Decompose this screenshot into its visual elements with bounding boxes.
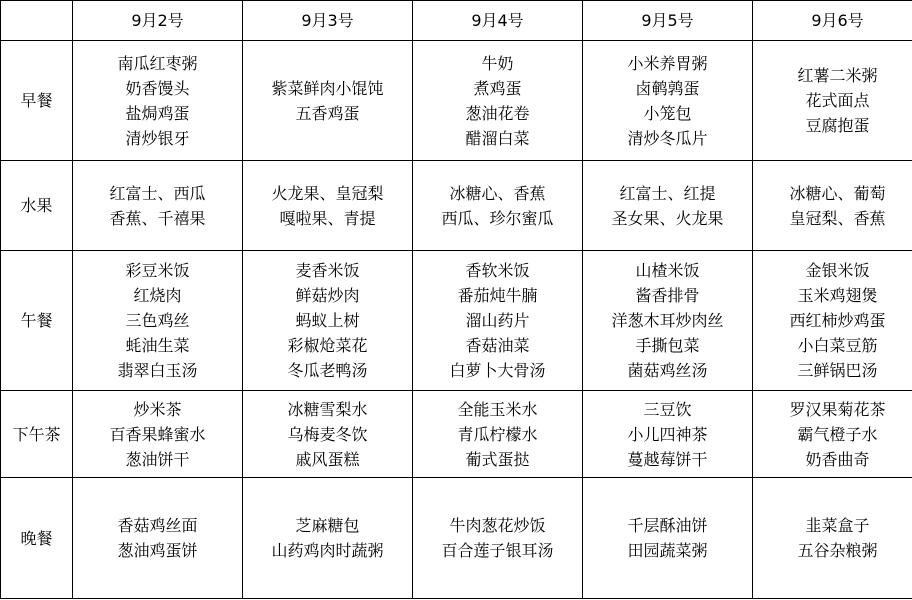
dish-item: 西瓜、珍尔蜜瓜 bbox=[441, 208, 554, 228]
menu-cell bbox=[73, 478, 243, 599]
dish-item: 奶香馒头 bbox=[125, 78, 190, 98]
dish-item: 红富士、西瓜 bbox=[109, 183, 206, 203]
dish-item: 番茄炖牛腩 bbox=[457, 286, 538, 305]
dish-item: 紫菜鲜肉小馄饨 bbox=[271, 78, 384, 98]
menu-cell bbox=[73, 161, 243, 251]
dish-item: 三鲜锅巴汤 bbox=[797, 361, 878, 380]
meal-label-fruit: 水果 bbox=[1, 161, 73, 251]
dish-item: 香菇鸡丝面 bbox=[117, 516, 198, 535]
meal-row-dinner bbox=[1, 478, 912, 599]
dish-item: 手撕包菜 bbox=[635, 336, 700, 355]
menu-cell bbox=[583, 391, 753, 478]
dish-item: 冰糖雪梨水 bbox=[287, 399, 368, 419]
menu-cell bbox=[413, 251, 583, 391]
dish-item: 罗汉果菊花茶 bbox=[789, 399, 886, 419]
meal-label-breakfast: 早餐 bbox=[1, 41, 73, 161]
dish-item: 蚝油生菜 bbox=[125, 336, 190, 355]
menu-cell bbox=[413, 41, 583, 161]
dish-item: 南瓜红枣粥 bbox=[117, 53, 198, 73]
menu-cell bbox=[753, 391, 912, 478]
dish-item: 韭菜盒子 bbox=[805, 516, 870, 535]
menu-cell bbox=[413, 391, 583, 478]
menu-cell bbox=[753, 41, 912, 161]
dish-item: 田园蔬菜粥 bbox=[627, 541, 708, 560]
dish-item: 小儿四神茶 bbox=[627, 424, 708, 444]
dish-item: 翡翠白玉汤 bbox=[117, 361, 198, 380]
dish-item: 红薯二米粥 bbox=[797, 66, 878, 85]
dish-item: 百香果蜂蜜水 bbox=[109, 424, 206, 444]
dish-item: 牛奶 bbox=[481, 53, 514, 73]
dish-item: 盐焗鸡蛋 bbox=[125, 103, 190, 123]
dish-item: 百合莲子银耳汤 bbox=[441, 541, 554, 560]
dish-item: 醋溜白菜 bbox=[465, 128, 530, 148]
dish-item: 葱油饼干 bbox=[125, 449, 190, 469]
menu-cell bbox=[73, 391, 243, 478]
meal-row-fruit bbox=[1, 161, 912, 251]
dish-item: 香软米饭 bbox=[465, 261, 530, 280]
dish-item: 三色鸡丝 bbox=[125, 311, 190, 330]
dish-item: 火龙果、皇冠梨 bbox=[271, 183, 384, 203]
dish-item: 酱香排骨 bbox=[635, 286, 700, 305]
dish-item: 彩椒炝菜花 bbox=[287, 336, 368, 355]
menu-cell bbox=[583, 478, 753, 599]
dish-item: 皇冠梨、香蕉 bbox=[789, 208, 886, 228]
dish-item: 小笼包 bbox=[643, 103, 692, 123]
dish-item: 洋葱木耳炒肉丝 bbox=[611, 311, 724, 330]
dish-item: 白萝卜大骨汤 bbox=[449, 361, 546, 380]
dish-item: 冬瓜老鸭汤 bbox=[287, 361, 368, 380]
dish-item: 蔓越莓饼干 bbox=[627, 449, 708, 469]
menu-cell bbox=[243, 391, 413, 478]
dish-item: 西红柿炒鸡蛋 bbox=[789, 311, 886, 330]
dish-item: 红富士、红提 bbox=[619, 183, 716, 203]
menu-cell bbox=[413, 478, 583, 599]
meal-label-lunch: 午餐 bbox=[1, 251, 73, 391]
menu-cell bbox=[583, 161, 753, 251]
dish-item: 小白菜豆筋 bbox=[797, 336, 878, 355]
dish-item: 清炒银牙 bbox=[125, 128, 190, 148]
menu-cell bbox=[73, 41, 243, 161]
meal-row-breakfast bbox=[1, 41, 912, 161]
dish-item: 全能玉米水 bbox=[457, 399, 538, 419]
dish-item: 嘎啦果、青提 bbox=[279, 208, 376, 228]
dish-item: 金银米饭 bbox=[805, 261, 870, 280]
menu-cell bbox=[753, 478, 912, 599]
dish-item: 炒米茶 bbox=[133, 399, 182, 419]
dish-item: 玉米鸡翅煲 bbox=[797, 286, 878, 305]
menu-cell bbox=[243, 161, 413, 251]
dish-item: 菌菇鸡丝汤 bbox=[627, 361, 708, 380]
dish-item: 五谷杂粮粥 bbox=[797, 541, 878, 560]
dish-item: 霸气橙子水 bbox=[797, 424, 878, 444]
dish-item: 豆腐抱蛋 bbox=[805, 116, 870, 135]
dish-item: 青瓜柠檬水 bbox=[457, 424, 538, 444]
meal-label-dinner: 晚餐 bbox=[1, 478, 73, 599]
menu-cell bbox=[583, 251, 753, 391]
dish-item: 香蕉、千禧果 bbox=[109, 208, 206, 228]
date-header-tue: 9月3号 bbox=[243, 1, 413, 41]
date-header-wed: 9月4号 bbox=[413, 1, 583, 41]
meal-row-lunch bbox=[1, 251, 912, 391]
dish-item: 麦香米饭 bbox=[295, 261, 360, 280]
dish-item: 葱油鸡蛋饼 bbox=[117, 541, 198, 560]
meal-label-afternoon-tea: 下午茶 bbox=[1, 391, 73, 478]
dish-item: 清炒冬瓜片 bbox=[627, 128, 708, 148]
dish-item: 溜山药片 bbox=[465, 311, 530, 330]
meal-row-afternoon-tea bbox=[1, 391, 912, 478]
dish-item: 奶香曲奇 bbox=[805, 449, 870, 469]
dish-item: 小米养胃粥 bbox=[627, 53, 708, 73]
dish-item: 卤鹌鹑蛋 bbox=[635, 78, 700, 98]
menu-cell bbox=[243, 41, 413, 161]
menu-cell bbox=[243, 478, 413, 599]
date-header-fri: 9月6号 bbox=[753, 1, 912, 41]
dish-item: 戚风蛋糕 bbox=[295, 449, 360, 469]
dish-item: 芝麻糖包 bbox=[295, 516, 360, 535]
menu-cell bbox=[583, 41, 753, 161]
dish-item: 冰糖心、葡萄 bbox=[789, 183, 886, 203]
dish-item: 冰糖心、香蕉 bbox=[449, 183, 546, 203]
dish-item: 红烧肉 bbox=[133, 286, 182, 305]
corner-cell bbox=[1, 1, 73, 41]
dish-item: 彩豆米饭 bbox=[125, 261, 190, 280]
menu-cell bbox=[73, 251, 243, 391]
dish-item: 蚂蚁上树 bbox=[295, 311, 360, 330]
dish-item: 乌梅麦冬饮 bbox=[287, 424, 368, 444]
dish-item: 鲜菇炒肉 bbox=[295, 286, 360, 305]
menu-cell bbox=[753, 161, 912, 251]
menu-cell bbox=[753, 251, 912, 391]
dish-item: 煮鸡蛋 bbox=[473, 78, 522, 98]
dish-item: 五香鸡蛋 bbox=[295, 103, 360, 123]
dish-item: 山楂米饭 bbox=[635, 261, 700, 280]
dish-item: 圣女果、火龙果 bbox=[611, 208, 724, 228]
dish-item: 葱油花卷 bbox=[465, 103, 530, 123]
date-header-thu: 9月5号 bbox=[583, 1, 753, 41]
dish-item: 千层酥油饼 bbox=[627, 516, 708, 535]
header-row bbox=[1, 1, 912, 41]
dish-item: 花式面点 bbox=[805, 91, 870, 110]
dish-item: 葡式蛋挞 bbox=[465, 449, 530, 469]
menu-cell bbox=[243, 251, 413, 391]
dish-item: 香菇油菜 bbox=[465, 336, 530, 355]
dish-item: 三豆饮 bbox=[643, 399, 692, 419]
date-header-mon: 9月2号 bbox=[73, 1, 243, 41]
dish-item: 牛肉葱花炒饭 bbox=[449, 516, 546, 535]
menu-cell bbox=[413, 161, 583, 251]
dish-item: 山药鸡肉时蔬粥 bbox=[271, 541, 384, 560]
